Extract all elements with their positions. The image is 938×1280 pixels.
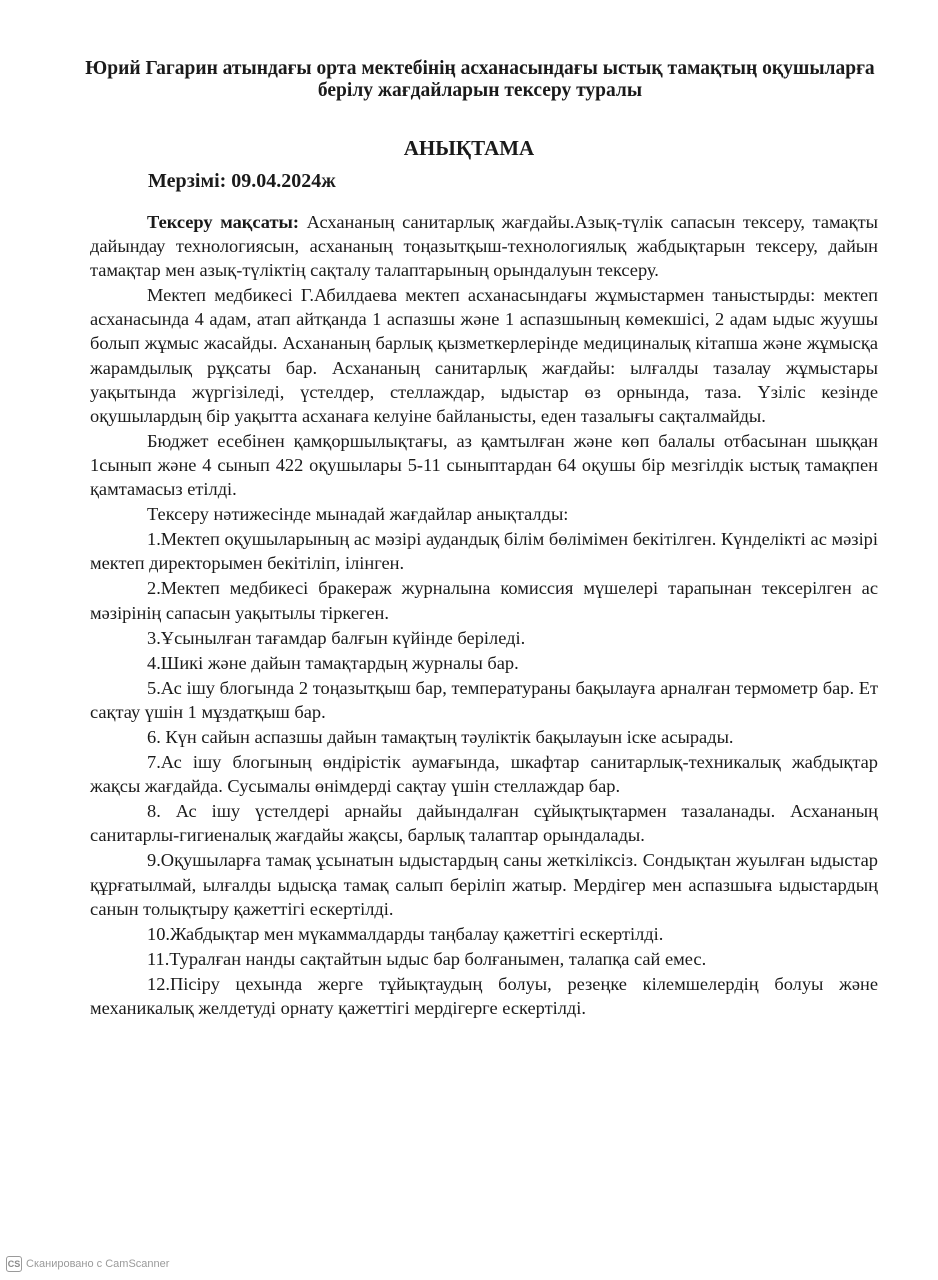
purpose-text: Асхананың санитарлық жағдайы.Азық-түлік сапасын тексеру, тамақты дайындау технологиясын, асхананың тоңазытқыш-технологиялық жабдықтарын тексеру, дайын тамақтар мен азық-түліктің сақталу талаптарының орындалуын тексеру. xyxy=(90,212,878,281)
finding-item: 5.Ас ішу блогында 2 тоңазытқыш бар, температураны бақылауға арналған термометр бар. Ет сақтау үшін 1 мұздатқыш бар. xyxy=(90,677,878,722)
body-paragraph: Мектеп медбикесі Г.Абилдаева мектеп асханасындағы жұмыстармен таныстырды: мектеп асханасында 4 адам, атап айтқанда 1 аспазшы және 1 аспазшының көмекшісі, 2 адам ыдыс жуушы болып жұмыс жасайды. Асхананың барлық қызметкерлерінде медициналық кітапша және жұмысқа жарамдылық рұқсаты бар. Асхананың санитарлық жағдайы: ылғалды тазалау жұмыстары уақытында жүргізіледі, үстелдер, стеллаждар, ыдыстар өз орнында, таза. Үзіліс кезінде оқушылардың бір уақытта асханаға келуіне байланысты, еден тазалығы сақталмайды. xyxy=(90,285,878,426)
purpose-paragraph xyxy=(90,210,878,282)
watermark-text: Сканировано с CamScanner xyxy=(26,1258,170,1270)
finding-item: 6. Күн сайын аспазшы дайын тамақтың тәуліктік бақылауын іске асырады. xyxy=(147,726,734,747)
finding-item: 10.Жабдықтар мен мүкаммалдарды таңбалау қажеттігі ескертілді. xyxy=(147,923,664,944)
finding-item: 4.Шикі және дайын тамақтардың журналы бар. xyxy=(147,652,519,673)
camscanner-icon: CS xyxy=(6,1256,22,1272)
purpose-label: Тексеру мақсаты: xyxy=(147,212,300,232)
finding-item: 8. Ас ішу үстелдері арнайы дайындалған сұйықтықтармен тазаланады. Асхананың санитарлы-гигиеналық жағдайы жақсы, барлық талаптар орындалады. xyxy=(90,801,878,846)
finding-item: 1.Мектеп оқушыларының ас мәзірі аудандық білім бөлімімен бекітілген. Күнделікті ас мәзірі мектеп директорымен бекітіліп, ілінген. xyxy=(90,529,878,574)
finding-item: 3.Ұсынылған тағамдар балғын күйінде беріледі. xyxy=(147,627,526,648)
document-body xyxy=(90,210,878,1020)
scanner-watermark xyxy=(6,1255,169,1273)
document-title: Юрий Гагарин атындағы орта мектебінің асханасындағы ыстық тамақтың оқушыларға берілу жағдайларын тексеру туралы xyxy=(85,58,875,101)
finding-item: 7.Ас ішу блогының өндірістік аумағында, шкафтар санитарлық-техникалық жабдықтар жақсы жағдайда. Сусымалы өнімдерді сақтау үшін стеллаждар бар. xyxy=(90,752,878,797)
finding-item: 12.Пісіру цехында жерге тұйықтаудың болуы, резеңке кілемшелердің болуы және механикалық желдетуді орнату қажеттігі мердігерге ескертілді. xyxy=(90,973,878,1018)
finding-item: 9.Оқушыларға тамақ ұсынатын ыдыстардың саны жеткіліксіз. Сондықтан жуылған ыдыстар құрғатылмай, ылғалды ыдысқа тамақ салып беріліп жатыр. Мердігер мен аспазшыға ыдыстардың санын толықтыру қажеттігі ескертілді. xyxy=(90,850,878,919)
finding-item: 2.Мектеп медбикесі бракераж журналына комиссия мүшелері тарапынан тексерілген ас мәзірінің сапасын уақытылы тіркеген. xyxy=(90,578,878,623)
finding-item: 11.Туралған нанды сақтайтын ыдыс бар болғанымен, талапқа сай емес. xyxy=(147,948,707,969)
document-heading: АНЫҚТАМА xyxy=(403,136,535,160)
document-date: Мерзімі: 09.04.2024ж xyxy=(148,170,336,192)
body-paragraph: Бюджет есебінен қамқоршылықтағы, аз қамтылған және көп балалы отбасынан шыққан 1сынып және 4 сынып 422 оқушылары 5-11 сыныптардан 64 оқушы бір мезгілдік ыстық тамақпен қамтамасыз етілді. xyxy=(90,430,878,500)
body-paragraph: Тексеру нәтижесінде мынадай жағдайлар анықталды: xyxy=(147,504,569,525)
